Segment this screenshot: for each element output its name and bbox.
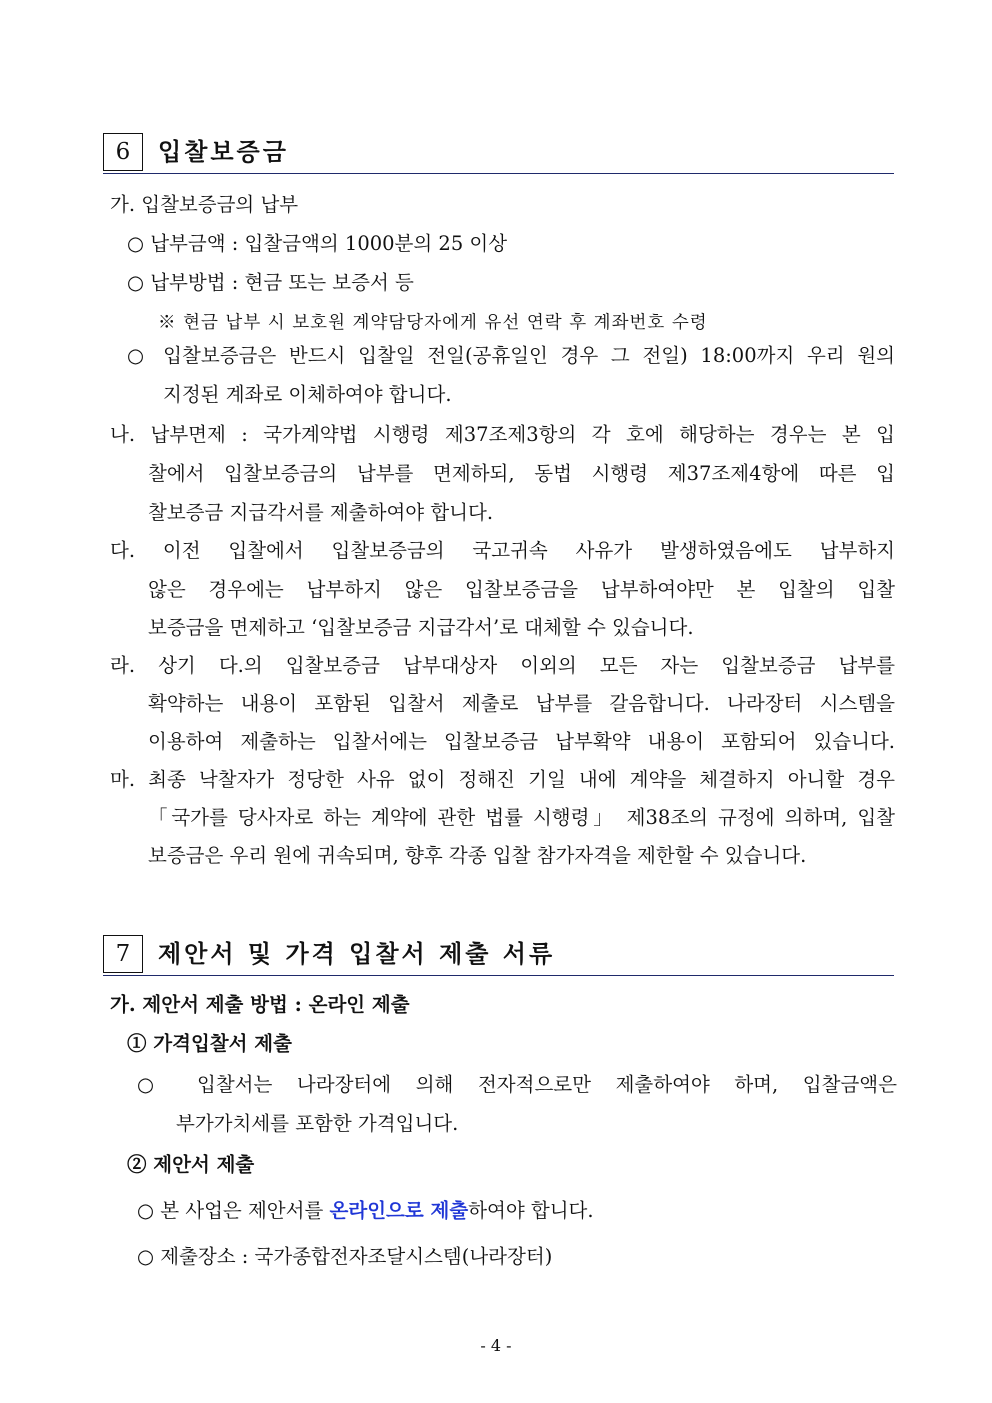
heading-ga: 가. 제안서 제출 방법 : 온라인 제출 bbox=[110, 993, 410, 1016]
list-item-text: ○ 본 사업은 제안서를 bbox=[137, 1199, 330, 1222]
section-number: 6 bbox=[103, 133, 143, 171]
list-item: ○ 입찰서는 나라장터에 의해 전자적으로만 제출하여야 하며, 입찰금액은 bbox=[137, 1073, 897, 1096]
paragraph-ra-line: 이용하여 제출하는 입찰서에는 입찰보증금 납부확약 내용이 포함되어 있습니다. bbox=[148, 730, 895, 753]
paragraph-ma-line: 보증금은 우리 원에 귀속되며, 향후 각종 입찰 참가자격을 제한할 수 있습니다. bbox=[148, 844, 807, 867]
paragraph-ra-line: 라. 상기 다.의 입찰보증금 납부대상자 이외의 모든 자는 입찰보증금 납부를 bbox=[110, 654, 895, 677]
paragraph-da-line: 다. 이전 입찰에서 입찰보증금의 국고귀속 사유가 발생하였음에도 납부하지 bbox=[110, 539, 895, 562]
page-number: - 4 - bbox=[480, 1336, 512, 1355]
paragraph-ma-line: 마. 최종 낙찰자가 정당한 사유 없이 정해진 기일 내에 계약을 체결하지 아니할 경우 bbox=[110, 768, 895, 791]
list-item: ○ 납부금액 : 입찰금액의 1000분의 25 이상 bbox=[127, 232, 508, 255]
list-item: ○ 제출장소 : 국가종합전자조달시스템(나라장터) bbox=[137, 1245, 553, 1268]
paragraph-na-line: 나. 납부면제 : 국가계약법 시행령 제37조제3항의 각 호에 해당하는 경우는 본 입 bbox=[110, 423, 895, 446]
list-item: ○ 입찰보증금은 반드시 입찰일 전일(공휴일인 경우 그 전일) 18:00까지 우리 원의 bbox=[127, 344, 895, 367]
paragraph-na-line: 찰보증금 지급각서를 제출하여야 합니다. bbox=[148, 501, 494, 524]
section-title: 제안서 및 가격 입찰서 제출 서류 bbox=[158, 939, 556, 968]
section-number: 7 bbox=[103, 935, 143, 973]
list-item-continued: 부가가치세를 포함한 가격입니다. bbox=[176, 1112, 459, 1135]
emphasis-online-submission: 온라인으로 제출 bbox=[329, 1199, 469, 1222]
list-item-text: 하여야 합니다. bbox=[468, 1199, 594, 1222]
heading-ga: 가. 입찰보증금의 납부 bbox=[110, 193, 299, 216]
list-item: ○ 납부방법 : 현금 또는 보증서 등 bbox=[127, 271, 414, 294]
list-item bbox=[137, 1198, 594, 1224]
section-6-header bbox=[103, 133, 894, 174]
paragraph-na-line: 찰에서 입찰보증금의 납부를 면제하되, 동법 시행령 제37조제4항에 따른 입 bbox=[148, 462, 895, 485]
paragraph-ra-line: 확약하는 내용이 포함된 입찰서 제출로 납부를 갈음합니다. 나라장터 시스템을 bbox=[148, 692, 895, 715]
paragraph-da-line: 보증금을 면제하고 ‘입찰보증금 지급각서’로 대체할 수 있습니다. bbox=[148, 616, 694, 639]
paragraph-da-line: 않은 경우에는 납부하지 않은 입찰보증금을 납부하여야만 본 입찰의 입찰 bbox=[148, 578, 895, 601]
subheading-proposal: ② 제안서 제출 bbox=[127, 1153, 255, 1176]
subheading-price-bid: ① 가격입찰서 제출 bbox=[127, 1032, 292, 1055]
section-7-header bbox=[103, 935, 894, 976]
paragraph-ma-line: 「국가를 당사자로 하는 계약에 관한 법률 시행령」 제38조의 규정에 의하며, 입찰 bbox=[148, 806, 895, 829]
note: ※ 현금 납부 시 보호원 계약담당자에게 유선 연락 후 계좌번호 수령 bbox=[158, 313, 708, 333]
list-item-continued: 지정된 계좌로 이체하여야 합니다. bbox=[163, 383, 452, 406]
section-title: 입찰보증금 bbox=[158, 137, 289, 166]
